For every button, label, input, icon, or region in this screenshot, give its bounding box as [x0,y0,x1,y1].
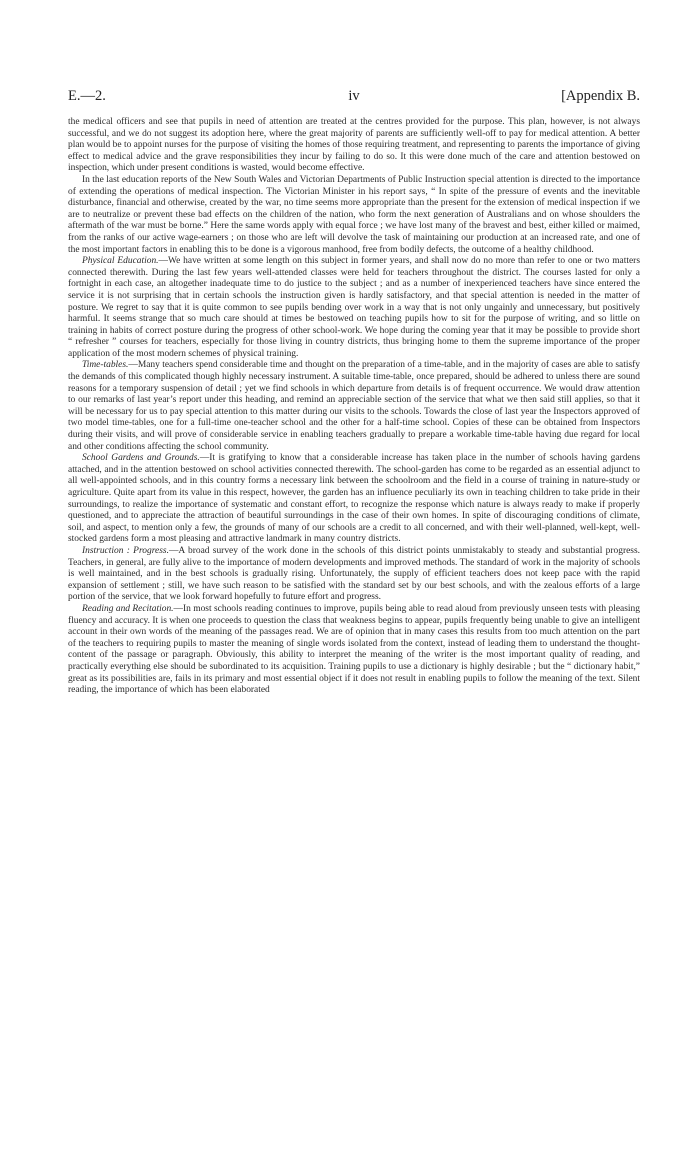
paragraph-instruction-progress [68,546,640,604]
paragraph-reading-recitation [68,604,640,697]
paragraph-heading: Reading and Recitation. [82,603,174,614]
paragraph-text: —We have written at some length on this subject in former years, and shall now do no more than refer to one or two matters connected therewith. During the last few years well-attended classes were held for teachers throughout the district. The courses lasted for only a fortnight in each case, an altogether inadequate time to do justice to the subject ; and as a number of inexperienced teachers have since entered the service it is not surprising that in certain schools the instruction given is hardly satisfactory, and that special attention is needed in the matter of posture. We regret to say that it is quite common to see pupils bending over work in a way that is not only ungainly and unnecessary, but positively harmful. It seems strange that so much care should at times be bestowed on teaching pupils how to sit for the purpose of writing, and so little on training in habits of correct posture during the progress of other school-work. We hope during the coming year that it may be possible to provide short “ refresher ” courses for teachers, especially for those living in country districts, thus bringing home to them the supreme importance of the proper application of the most modern schemes of physical training. [68,256,640,359]
paragraph-medical-officers [68,117,640,175]
paragraph-physical-education [68,256,640,360]
paragraph-school-gardens [68,453,640,546]
paragraph-text: —It is gratifying to know that a considerable increase has taken place in the number of schools having gardens attached, and in the attention bestowed on school activities connected therewith. The school-garden has come to be regarded as an essential adjunct to all well-appointed schools, and in this country forms a necessary link between the schoolroom and the field in a course of training in nature-study or agriculture. Quite apart from its value in this respect, however, the garden has an influence peculiarly its own in teaching children to take pride in their surroundings, to realize the importance of systematic and constant effort, to recognize the response which nature is always ready to make if properly questioned, and to appreciate the attraction of beautiful surroundings in the case of their own homes. In spite of discouraging conditions of climate, soil, and aspect, to mention only a few, the grounds of many of our schools are a credit to all concerned, and with their well-planned, well-kept, well-stocked gardens form a most pleasing and attractive landmark in many country districts. [68,453,640,545]
paragraph-text: —Many teachers spend considerable time and thought on the preparation of a time-table, and in the majority of cases are able to satisfy the demands of this complicated though highly necessary instrument. A suitable time-table, once prepared, should be adhered to unless there are sound reasons for a temporary suspension of detail ; yet we find schools in which departure from details is of frequent occurrence. We would draw attention to our remarks of last year’s report under this heading, and remind an appreciable section of the service that what we then said still applies, so that it will be necessary for us to pay special attention to this matter during our visits to the schools. Towards the close of last year the Inspectors approved of two model time-tables, one for a full-time one-teacher school and the other for a half-time school. Copies of these can be obtained from Inspectors during their visits, and will prove of considerable service in enabling teachers gradually to prepare a workable time-table having due regard for local and other conditions affecting the school community. [68,360,640,452]
page-header [68,88,640,108]
paragraph-time-tables [68,360,640,453]
body-text [68,117,640,697]
header-document-code: E.—2. [68,88,106,104]
paragraph-heading: Time-tables. [82,360,129,371]
paragraph-text: —In most schools reading continues to improve, pupils being able to read aloud from previously unseen tests with pleasing fluency and accuracy. It is when one proceeds to question the class that weakness begins to appear, pupils frequently being unable to give an intelligent account in their own words of the meaning of the passages read. We are of opinion that in many cases this results from too much attention on the part of the teachers to requiring pupils to master the meaning of single words isolated from the context, instead of leading them to understand the thought-content of the passage or paragraph. Obviously, this ability to interpret the meaning of the writer is the most important quality of reading, and practically everything else should be subordinated to its acquisition. Training pupils to use a dictionary is highly desirable ; but the “ dictionary habit,” great as its possibilities are, fails in its primary and most essential object if it does not result in enabling pupils to follow the meaning of the text. Silent reading, the importance of which has been elaborated [68,603,640,696]
paragraph-heading: Physical Education. [82,256,159,267]
paragraph-text: In the last education reports of the New South Wales and Victorian Departments of Public Instruction special attention is directed to the importance of extending the operations of medical inspection. The Victorian Minister in his report says, “ In spite of the pressure of events and the inevitable disturbance, financial and otherwise, created by the war, no time seems more appropriate than the present for the extension of medical inspection if we are to neutralize or prevent these bad effects on the children of the nation, who form the next generation of Australians and on whose shoulders the aftermath of the war must be borne.” Here the same words apply with equal force ; we have lost many of the bravest and best, either killed or maimed, from the ranks of our active wage-earners ; on those who are left will devolve the task of maintaining our production at an increased rate, and one of the most important factors in enabling this to be done is a vigorous manhood, free from bodily defects, the outcome of a healthy childhood. [68,174,640,255]
paragraph-heading: Instruction : Progress. [82,545,169,556]
header-page-number: iv [348,88,360,104]
paragraph-text: —A broad survey of the work done in the schools of this district points unmistakably to steady and substantial progress. Teachers, in general, are fully alive to the importance of modern developments and improved methods. The standard of work in the majority of schools is well maintained, and in the best schools is gradually rising. Unfortunately, the supply of efficient teachers does not keep pace with the rapid expansion of settlement ; still, we have such reason to be satisfied with the standard set by our best schools, and with the zealous efforts of a large portion of the service, that we look forward hopefully to future effort and progress. [68,545,640,603]
header-appendix-label: [Appendix B. [561,88,640,104]
paragraph-text: the medical officers and see that pupils in need of attention are treated at the centres provided for the purpose. This plan, however, is not always successful, and we do not suggest its adoption here, where the great majority of parents are sufficiently well-off to pay for medical attention. A better plan would be to appoint nurses for the purpose of visiting the homes of those requiring treatment, and representing to parents the importance of giving effect to medical advice and the grave responsibilities they incur by failing to do so. It this were done much of the care and attention bestowed on inspection, which under present conditions is wasted, would become effective. [68,117,640,174]
paragraph-heading: School Gardens and Grounds. [82,453,200,464]
paragraph-education-reports [68,175,640,256]
